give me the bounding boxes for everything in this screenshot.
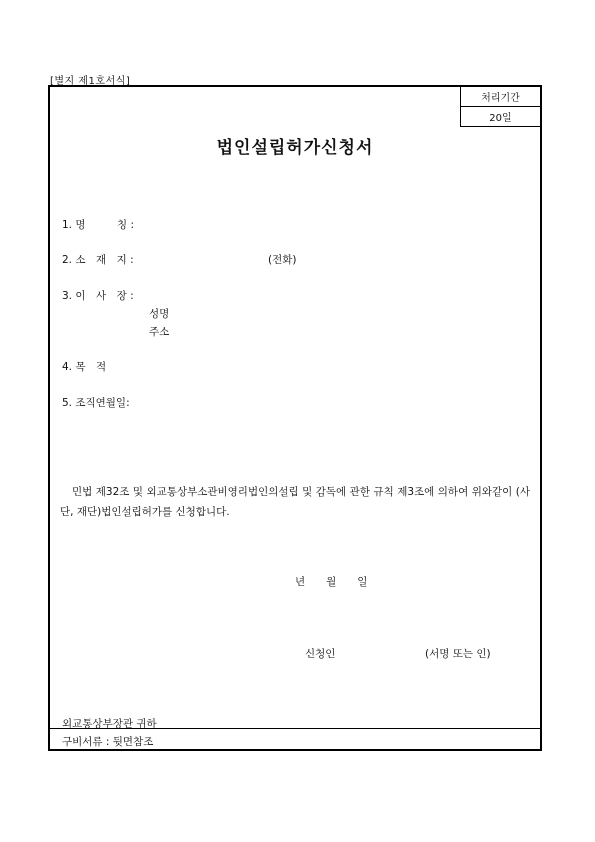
field-location-label: 2. 소 재 지 :	[62, 254, 134, 266]
signature-label: (서명 또는 인)	[425, 648, 491, 660]
field-organization-date-label: 5. 조직연월일:	[62, 397, 130, 409]
field-phone-label: (전화)	[268, 254, 297, 266]
field-name-label: 1. 명 칭 :	[62, 219, 135, 231]
applicant-label: 신청인	[305, 648, 336, 660]
director-address-label: 주소	[149, 326, 170, 338]
date-line: 년 월 일	[295, 576, 368, 588]
director-name-label: 성명	[149, 308, 170, 320]
form-number-label: [별지 제1호서식]	[50, 76, 131, 87]
attachments-note: 구비서류 : 뒷면참조	[62, 736, 154, 748]
field-purpose-label: 4. 목 적	[62, 361, 107, 373]
application-statement: 민법 제32조 및 외교통상부소관비영리법인의설립 및 감독에 관한 규칙 제3조에 의하여 위와같이 (사단, 재단)법인설립허가를 신청합니다.	[60, 486, 530, 518]
processing-period-value: 20일	[489, 113, 512, 124]
form-title: 법인설립허가신청서	[216, 138, 374, 158]
processing-period-label: 처리기간	[461, 87, 540, 107]
footer-divider	[50, 728, 540, 729]
addressee: 외교통상부장관 귀하	[62, 718, 157, 730]
processing-period-box	[460, 87, 540, 127]
field-director-label: 3. 이 사 장 :	[62, 290, 134, 302]
application-form	[48, 85, 542, 751]
